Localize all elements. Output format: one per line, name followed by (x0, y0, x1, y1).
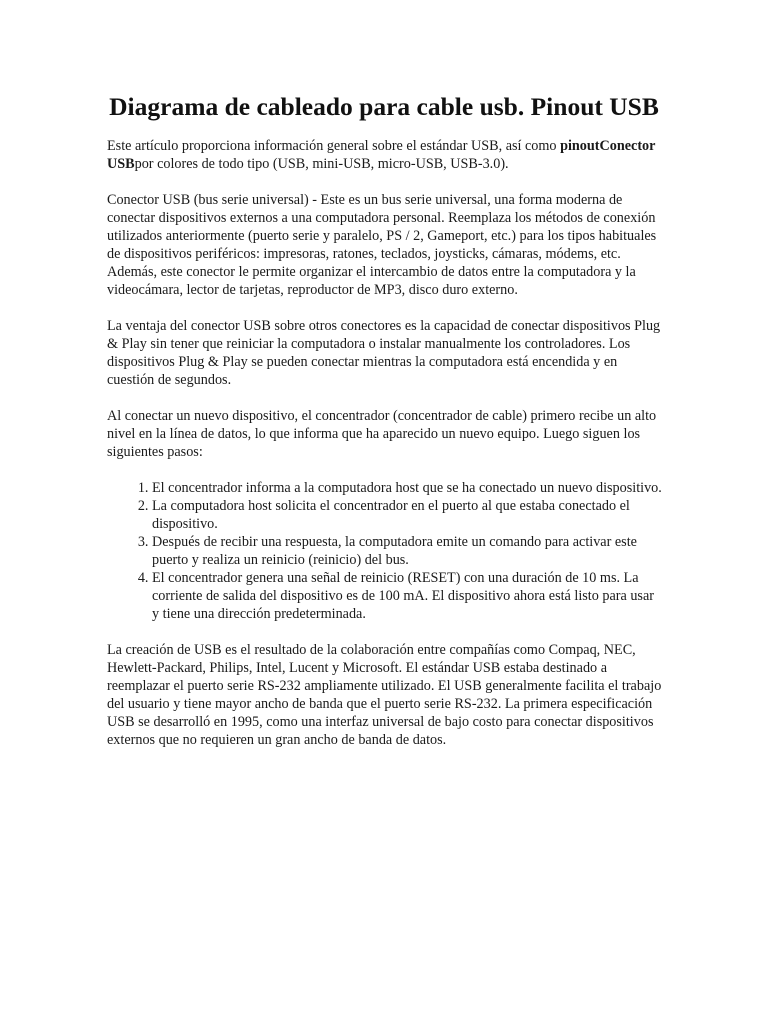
document-title: Diagrama de cableado para cable usb. Pinout USB (109, 92, 659, 121)
intro-text-end: por colores de todo tipo (USB, mini-USB, micro-USB, USB-3.0). (134, 156, 509, 172)
history-paragraph: La creación de USB es el resultado de la colaboración entre compañías como Compaq, NEC, Hewlett-Packard, Philips, Intel, Lucent y Microsoft. El estándar USB estaba destinado a reemplazar el puerto serie RS-232 ampliamente utilizado. El USB generalmente facilita el trabajo del usuario y tiene mayor ancho de banda que el puerto serie RS-232. La primera especificación USB se desarrolló en 1995, como una interfaz universal de bajo costo para conectar dispositivos externos que no requieren un gran ancho de banda de datos. (107, 642, 662, 748)
steps-list (107, 479, 662, 623)
intro-paragraph (107, 137, 662, 173)
list-item: 3. Después de recibir una respuesta, la computadora emite un comando para activar este puerto y realiza un reinicio (reinicio) del bus. (152, 533, 662, 569)
document-body (107, 137, 662, 767)
advantage-paragraph: La ventaja del conector USB sobre otros conectores es la capacidad de conectar dispositivos Plug & Play sin tener que reiniciar la computadora o instalar manualmente los controladores. Los dispositivos Plug & Play se pueden conectar mientras la computadora está encendida y en cuestión de segundos. (107, 318, 661, 388)
steps-intro-paragraph: Al conectar un nuevo dispositivo, el concentrador (concentrador de cable) primero recibe un alto nivel en la línea de datos, lo que informa que ha aparecido un nuevo equipo. Luego siguen los siguientes pasos: (107, 408, 657, 460)
intro-text: Este artículo proporciona información general sobre el estándar USB, así como (107, 138, 561, 154)
connector-paragraph: Conector USB (bus serie universal) - Este es un bus serie universal, una forma moderna de conectar dispositivos externos a una computadora personal. Reemplaza los métodos de conexión utilizados anteriormente (puerto serie y paralelo, PS / 2, Gameport, etc.) para los tipos habituales de dispositivos periféricos: impresoras, ratones, teclados, joysticks, cámaras, módems, etc. Además, este conector le permite organizar el intercambio de datos entre la computadora y la videocámara, lector de tarjetas, reproductor de MP3, disco duro externo. (107, 192, 657, 298)
list-item: 1. El concentrador informa a la computadora host que se ha conectado un nuevo dispositivo. (152, 479, 662, 497)
list-item: 4. El concentrador genera una señal de reinicio (RESET) con una duración de 10 ms. La corriente de salida del dispositivo es de 100 mA. El dispositivo ahora está listo para usar y tiene una dirección predeterminada. (152, 569, 662, 623)
intro-bold-text: pinoutConector USB (107, 138, 656, 172)
list-item: 2. La computadora host solicita el concentrador en el puerto al que estaba conectado el dispositivo. (152, 497, 662, 533)
